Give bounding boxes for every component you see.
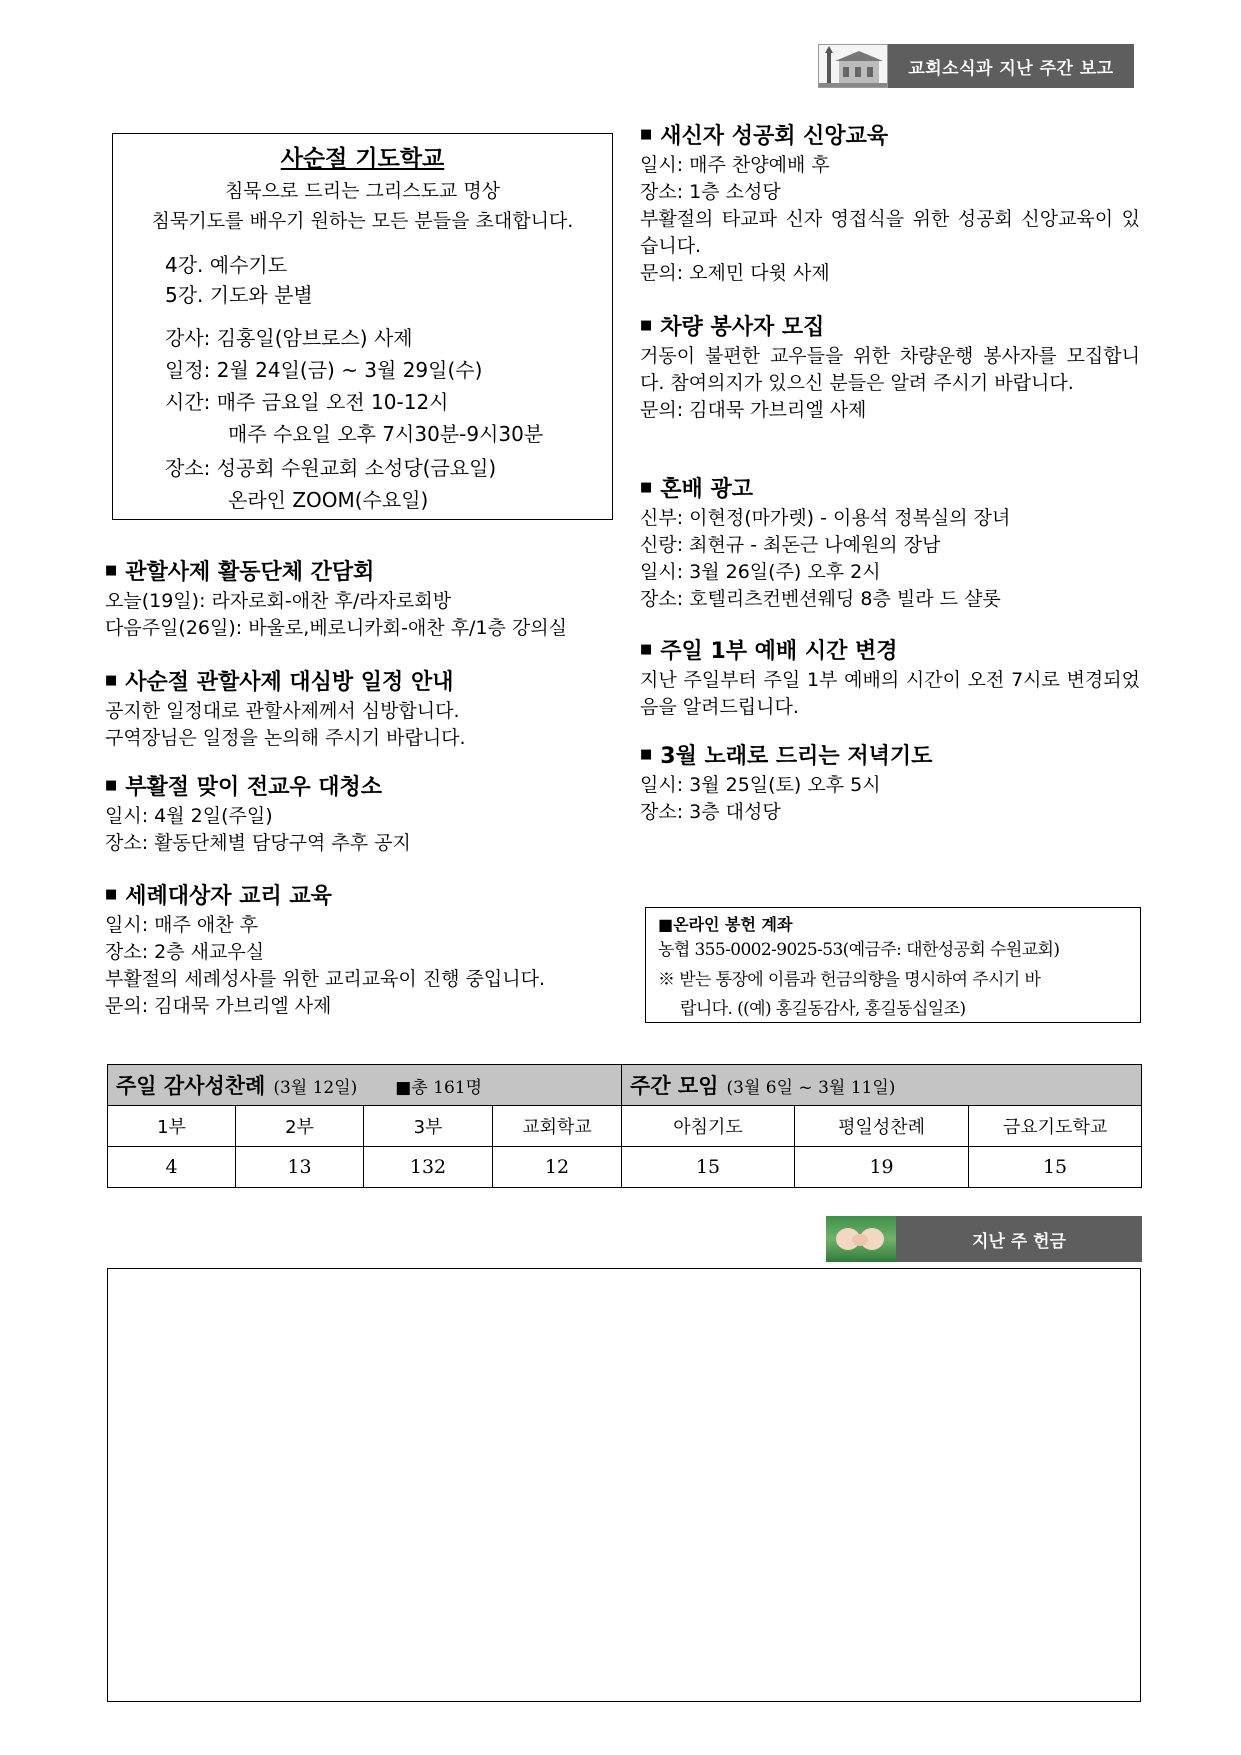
news-paragraph: 거동이 불편한 교우들을 위한 차량운행 봉사자를 모집합니다. 참여의지가 있으신 분들은 알려 주시기 바랍니다. [640,345,1140,394]
news-paragraph: 부활절의 타교파 신자 영접식을 위한 성공회 신앙교육이 있습니다. [640,208,1140,257]
news-line: 일시: 4월 2일(주일) [105,805,273,827]
offering-header-label: 지난 주 헌금 [896,1216,1142,1262]
news-line: 부활절의 세례성사를 위한 교리교육이 진행 중입니다. [105,968,546,990]
attendance-value-row [108,1147,1142,1188]
prayer-school-title: 사순절 기도학교 [280,146,445,172]
news-line: 신부: 이현정(마가렛) - 이용석 정복실의 장녀 [640,507,1011,529]
news-line: 장소: 1층 소성당 [640,181,781,203]
table-cell: 12 [493,1147,622,1188]
table-cell: 아침기도 [622,1106,795,1147]
offering-report-box [107,1268,1141,1702]
square-bullet-icon: ■ [640,127,653,142]
prayer-school-invite: 침묵기도를 배우기 원하는 모든 분들을 초대합니다. [151,210,574,232]
news-line: 문의: 오제민 다윗 사제 [640,262,830,284]
attendance-header-row [108,1065,1142,1106]
sunday-service-header [108,1065,622,1106]
news-line: 다음주일(26일): 바울로,베로니카회-애찬 후/1층 강의실 [105,617,567,639]
news-item [640,637,1140,721]
prayer-school-box [112,133,613,520]
news-title: 사순절 관할사제 대심방 일정 안내 [125,670,454,695]
news-line: 문의: 김대묵 가브리엘 사제 [640,399,867,421]
attendance-table [107,1064,1142,1188]
news-title: 주일 1부 예배 시간 변경 [660,639,898,664]
news-line: 장소: 2층 새교우실 [105,941,265,963]
news-line: 장소: 3층 대성당 [640,801,781,823]
news-line: 일시: 매주 애찬 후 [105,914,258,936]
place-friday: 장소: 성공회 수원교회 소성당(금요일) [165,456,497,480]
table-cell: 15 [969,1147,1142,1188]
offering-header [826,1216,1142,1262]
online-offering-account-box [645,907,1141,1023]
news-line: 장소: 활동단체별 담당구역 추후 공지 [105,832,411,854]
place-wednesday: 온라인 ZOOM(수요일) [228,488,429,512]
news-paragraph: 지난 주일부터 주일 1부 예배의 시간이 오전 7시로 변경되었음을 알려드립니다. [640,669,1140,718]
news-title: 관할사제 활동단체 간담회 [125,560,375,585]
table-cell: 평일성찬례 [795,1106,969,1147]
table-cell: 1부 [108,1106,236,1147]
bank-note: ※ 받는 통장에 이름과 헌금의향을 명시하여 주시기 바 [658,970,1041,990]
news-item [105,773,620,857]
table-cell: 교회학교 [493,1106,622,1147]
offering-hands-icon [826,1216,896,1262]
sunday-service-title: 주일 감사성찬례 [116,1074,266,1098]
square-bullet-icon: ■ [105,563,118,578]
news-line: 공지한 일정대로 관할사제께서 심방합니다. [105,700,460,722]
square-bullet-icon: ■ [105,778,118,793]
table-cell: 13 [236,1147,364,1188]
news-line: 일시: 매주 찬양예배 후 [640,154,830,176]
news-item [640,313,1140,424]
square-bullet-icon: ■ [640,747,653,762]
church-building-icon [818,44,888,88]
lecture-5: 5강. 기도와 분별 [165,283,313,307]
schedule: 일정: 2월 24일(금) ~ 3월 29일(수) [165,358,483,382]
prayer-school-subtitle: 침묵으로 드리는 그리스도교 명상 [224,180,501,202]
news-line: 장소: 호텔리츠컨벤션웨딩 8층 빌라 드 샬롯 [640,588,1001,610]
news-title: 새신자 성공회 신앙교육 [660,124,889,149]
bank-account: 농협 355-0002-9025-53(예금주: 대한성공회 수원교회) [658,940,1060,960]
square-bullet-icon: ■ [640,642,653,657]
square-bullet-icon: ■ [105,673,118,688]
news-item [640,742,1140,826]
square-bullet-icon: ■ [640,480,653,495]
table-cell: 금요기도학교 [969,1106,1142,1147]
news-line: 구역장님은 일정을 논의해 주시기 바랍니다. [105,727,466,749]
time-wednesday: 매주 수요일 오후 7시30분-9시30분 [228,422,544,446]
section-header-label: 교회소식과 지난 주간 보고 [888,44,1134,88]
instructor: 강사: 김홍일(암브로스) 사제 [165,326,413,350]
weekly-meetings-title: 주간 모임 [630,1074,719,1098]
weekly-meetings-date: (3월 6일 ~ 3월 11일) [726,1078,896,1098]
square-bullet-icon: ■ [640,318,653,333]
news-title: 차량 봉사자 모집 [660,315,825,340]
news-title: 세례대상자 교리 교육 [125,884,332,909]
attendance-category-row [108,1106,1142,1147]
table-cell: 2부 [236,1106,364,1147]
time-friday: 시간: 매주 금요일 오전 10-12시 [165,390,449,414]
bank-note-continued: 랍니다. ((예) 홍길동감사, 홍길동십일조) [680,999,966,1019]
total-attendance: ■총 161명 [395,1078,483,1098]
news-line: 일시: 3월 25일(토) 오후 5시 [640,774,881,796]
table-cell: 15 [622,1147,795,1188]
news-line: 신랑: 최현규 - 최돈근 나예원의 장남 [640,534,941,556]
sunday-service-date: (3월 12일) [273,1078,358,1098]
news-item [640,475,1140,613]
square-bullet-icon: ■ [105,887,118,902]
bank-title: ■온라인 봉헌 계좌 [658,915,793,934]
news-item [105,882,620,1020]
table-cell: 132 [364,1147,493,1188]
section-header [818,44,1134,88]
news-line: 일시: 3월 26일(주) 오후 2시 [640,561,881,583]
table-cell: 4 [108,1147,236,1188]
news-item [105,668,620,752]
news-item [105,558,620,642]
table-cell: 3부 [364,1106,493,1147]
news-title: 혼배 광고 [660,477,753,502]
table-cell: 19 [795,1147,969,1188]
news-line: 문의: 김대묵 가브리엘 사제 [105,995,332,1017]
lecture-4: 4강. 예수기도 [165,253,288,277]
news-title: 3월 노래로 드리는 저녁기도 [660,744,933,769]
news-line: 오늘(19일): 라자로회-애찬 후/라자로회방 [105,590,452,612]
weekly-meetings-header [622,1065,1142,1106]
news-item [640,122,1140,287]
news-title: 부활절 맞이 전교우 대청소 [125,775,383,800]
